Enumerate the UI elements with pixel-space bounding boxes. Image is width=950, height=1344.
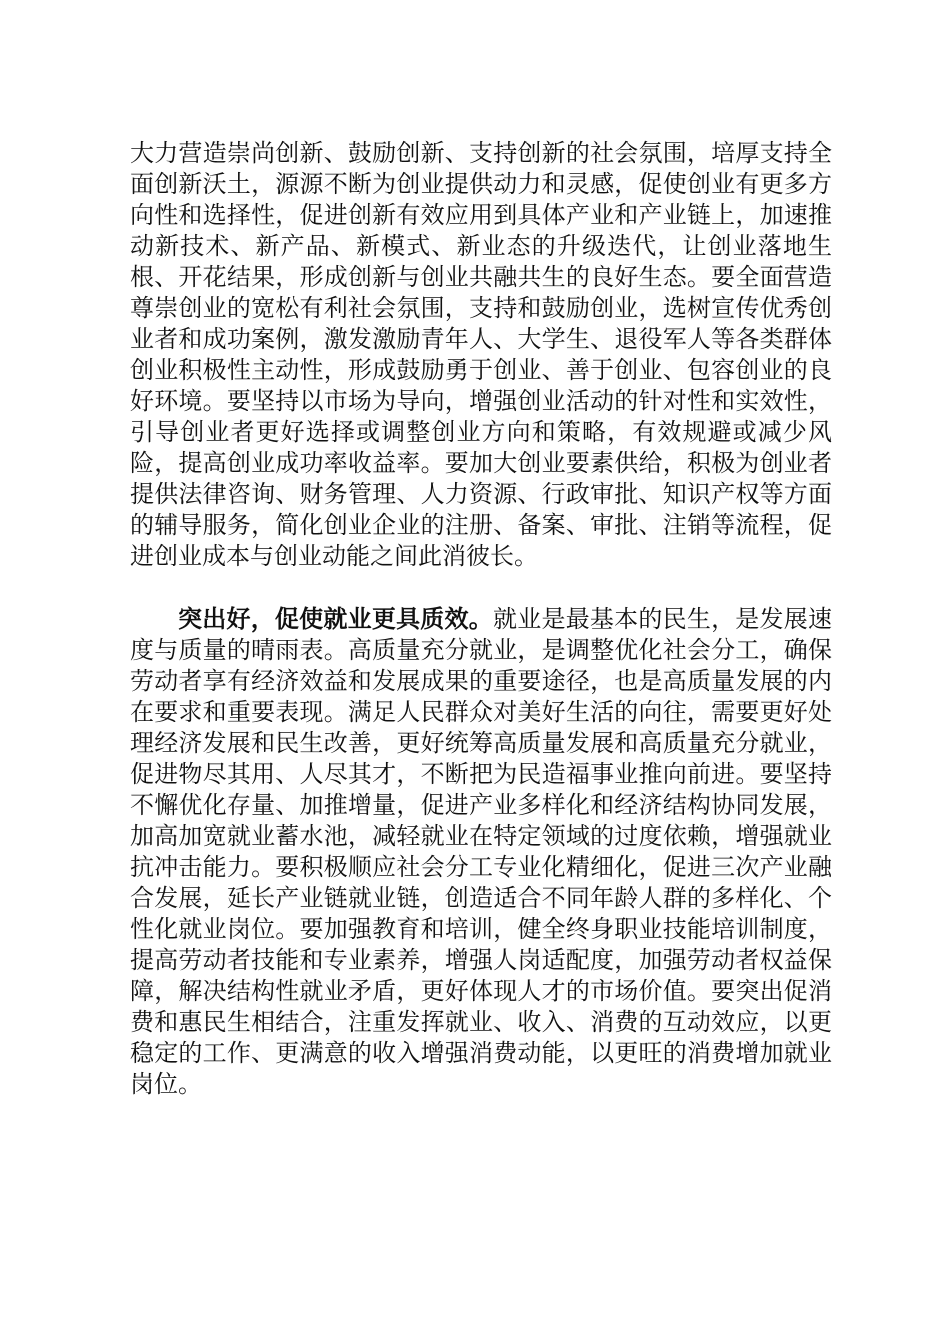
paragraph-text: 大力营造崇尚创新、鼓励创新、支持创新的社会氛围，培厚支持全面创新沃土，源源不断为创业提供动力和灵感，促使创业有更多方向性和选择性，促进创新有效应用到具体产业和产业链上，加速推动新技术、新产品、新模式、新业态的升级迭代，让创业落地生根、开花结果，形成创新与创业共融共生的良好生态。要全面营造尊崇创业的宽松有利社会氛围，支持和鼓励创业，选树宣传优秀创业者和成功案例，激发激励青年人、大学生、退役军人等各类群体创业积极性主动性，形成鼓励勇于创业、善于创业、包容创业的良好环境。要坚持以市场为导向，增强创业活动的针对性和实效性，引导创业者更好选择或调整创业方向和策略，有效规避或减少风险，提高创业成功率收益率。要加大创业要素供给，积极为创业者提供法律咨询、财务管理、人力资源、行政审批、知识产权等方面的辅导服务，简化创业企业的注册、备案、审批、注销等流程，促进创业成本与创业动能之间此消彼长。 (130, 139, 832, 570)
paragraph-employment (130, 603, 832, 1100)
paragraph-text: 就业是最基本的民生，是发展速度与质量的晴雨表。高质量充分就业，是调整优化社会分工，确保劳动者享有经济效益和发展成果的重要途径，也是高质量发展的内在要求和重要表现。满足人民群众对美好生活的向往，需要更好处理经济发展和民生改善，更好统筹高质量发展和高质量充分就业，促进物尽其用、人尽其才，不断把为民造福事业推向前进。要坚持不懈优化存量、加推增量，促进产业多样化和经济结构协同发展，加高加宽就业蓄水池，减轻就业在特定领域的过度依赖，增强就业抗冲击能力。要积极顺应社会分工专业化精细化，促进三次产业融合发展，延长产业链就业链，创造适合不同年龄人群的多样化、个性化就业岗位。要加强教育和培训，健全终身职业技能培训制度，提高劳动者技能和专业素养，增强人岗适配度，加强劳动者权益保障，解决结构性就业矛盾，更好体现人才的市场价值。要突出促消费和惠民生相结合，注重发挥就业、收入、消费的互动效应，以更稳定的工作、更满意的收入增强消费动能，以更旺的消费增加就业岗位。 (130, 605, 832, 1098)
paragraph-innovation (130, 138, 832, 572)
paragraph-heading: 突出好，促使就业更具质效。 (178, 604, 493, 633)
document-body (130, 138, 832, 1100)
